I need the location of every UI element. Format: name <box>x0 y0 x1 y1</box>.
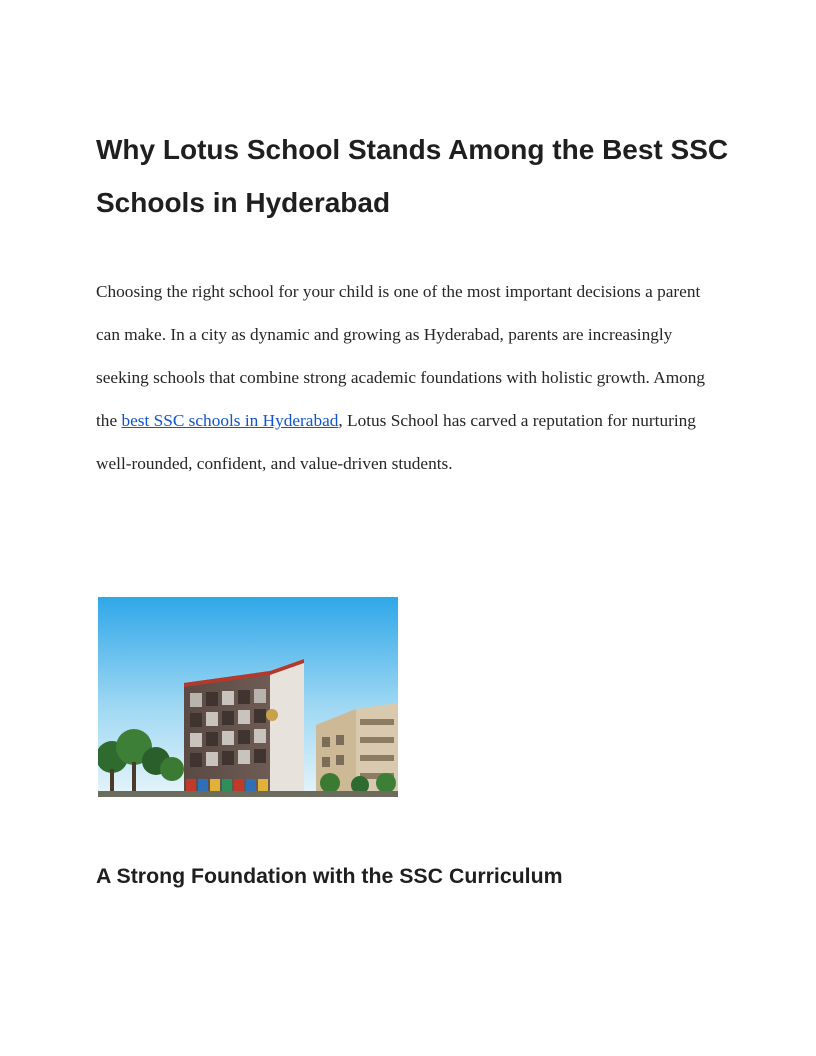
section-heading: A Strong Foundation with the SSC Curriculum <box>96 864 563 888</box>
intro-text-end: , Lotus School has carved a reputation for nurturing well-rounded, confident, and value-driven students. <box>96 411 696 473</box>
intro-paragraph <box>96 270 726 485</box>
main-building-side <box>270 659 304 795</box>
page-title: Why Lotus School Stands Among the Best SSC Schools in Hyderabad <box>96 134 729 218</box>
school-building-image <box>98 597 398 797</box>
school-emblem <box>266 709 278 721</box>
best-ssc-schools-link[interactable]: best SSC schools in Hyderabad <box>121 411 339 430</box>
intro-text-start: Choosing the right school for your child is one of the most important decisions a parent can make. In a city as dynamic and growing as Hyderabad, parents are increasingly seeking schools that combine strong academic foundations with holistic growth. Among the <box>96 282 706 430</box>
main-building <box>184 671 278 795</box>
